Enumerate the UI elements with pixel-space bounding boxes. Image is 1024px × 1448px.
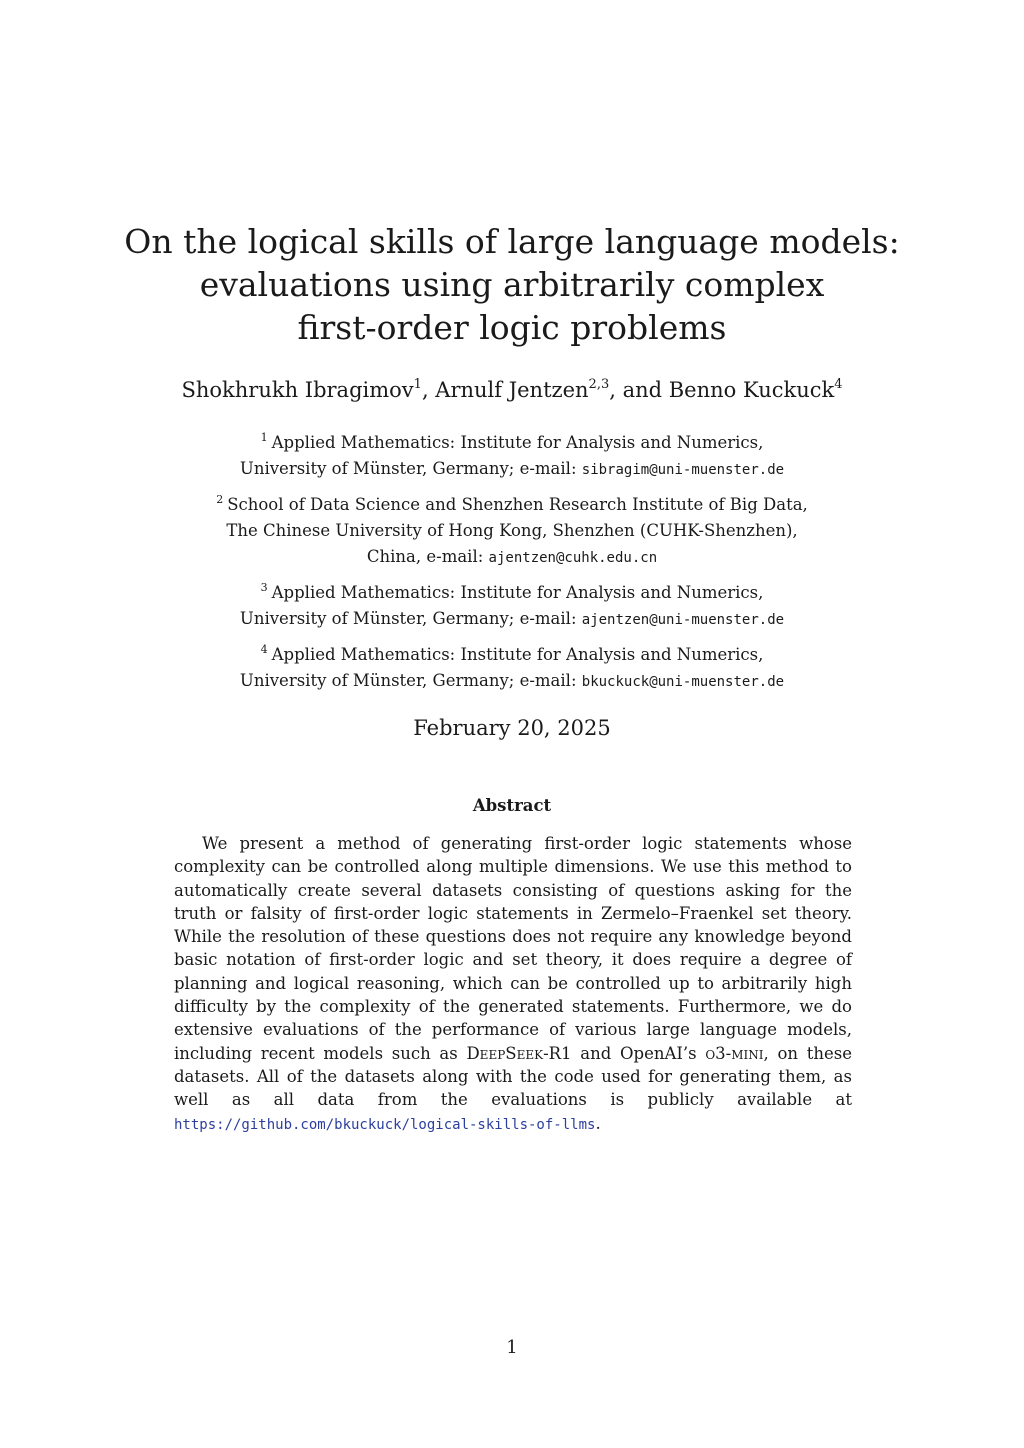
abstract-text: and OpenAI’s (571, 1043, 706, 1063)
author-affil-marker: 2,3 (588, 377, 610, 392)
affil-line: School of Data Science and Shenzhen Research Institute of Big Data, (227, 495, 808, 514)
affiliation-1 (0, 430, 1024, 483)
author-separator: , and (609, 378, 669, 402)
affil-line: Applied Mathematics: Institute for Analysis and Numerics, (271, 645, 764, 664)
abstract-text: , on these datasets. All of the datasets along with the code used for generating them, as well as all data from the evaluations is publicly available at (174, 1043, 853, 1110)
affil-number: 4 (260, 643, 268, 656)
affil-number: 3 (260, 581, 268, 594)
author-list (0, 375, 1024, 405)
abstract-body (174, 832, 852, 1137)
email-address: sibragim@uni-muenster.de (581, 462, 785, 478)
author-affil-marker: 4 (834, 377, 843, 392)
affil-line: China, e-mail: (366, 547, 489, 566)
affil-line: University of Münster, Germany; e-mail: (239, 671, 582, 690)
abstract-heading: Abstract (472, 796, 552, 815)
title-line-2: evaluations using arbitrarily complex (199, 265, 825, 304)
affiliation-4 (0, 642, 1024, 695)
affil-number: 1 (260, 431, 268, 444)
affil-line: Applied Mathematics: Institute for Analysis and Numerics, (271, 583, 764, 602)
author-name: Shokhrukh Ibragimov (181, 378, 414, 402)
affiliation-3 (0, 580, 1024, 633)
affil-line: University of Münster, Germany; e-mail: (239, 609, 582, 628)
affil-line: The Chinese University of Hong Kong, Shenzhen (CUHK-Shenzhen), (226, 521, 798, 540)
affil-line: University of Münster, Germany; e-mail: (239, 459, 582, 478)
abstract-text: . (595, 1113, 601, 1133)
affil-number: 2 (216, 493, 224, 506)
affil-line: Applied Mathematics: Institute for Analysis and Numerics, (271, 433, 764, 452)
email-address: bkuckuck@uni-muenster.de (581, 674, 785, 690)
email-address: ajentzen@uni-muenster.de (581, 612, 785, 628)
title-line-3: first-order logic problems (297, 308, 727, 347)
author-name: Arnulf Jentzen (435, 378, 589, 402)
author-affil-marker: 1 (413, 377, 422, 392)
model-name: DeepSeek-R1 (466, 1043, 572, 1063)
github-link[interactable]: https://github.com/bkuckuck/logical-skills-of-llms (174, 1116, 596, 1133)
abstract-text: We present a method of generating first-order logic statements whose complexity can be controlled along multiple dimensions. We use this method to automatically create several datasets consisting of questions asking for the truth or falsity of first-order logic statements in Zermelo–Fraenkel set theory. While the resolution of these questions does not require any knowledge beyond basic notation of first-order logic and set theory, it does require a degree of planning and logical reasoning, which can be controlled up to arbitrarily high difficulty by the complexity of the generated statements. Furthermore, we do extensive evaluations of the performance of various large language models, including recent models such as (174, 834, 852, 1063)
publication-date: February 20, 2025 (413, 716, 611, 740)
email-address: ajentzen@cuhk.edu.cn (488, 550, 658, 566)
author-name: Benno Kuckuck (668, 378, 835, 402)
paper-title (0, 220, 1024, 349)
title-line-1: On the logical skills of large language models: (124, 222, 900, 261)
model-name: o3-mini (705, 1043, 764, 1063)
author-separator: , (421, 378, 436, 402)
affiliation-2 (0, 492, 1024, 571)
page-number: 1 (506, 1337, 518, 1358)
